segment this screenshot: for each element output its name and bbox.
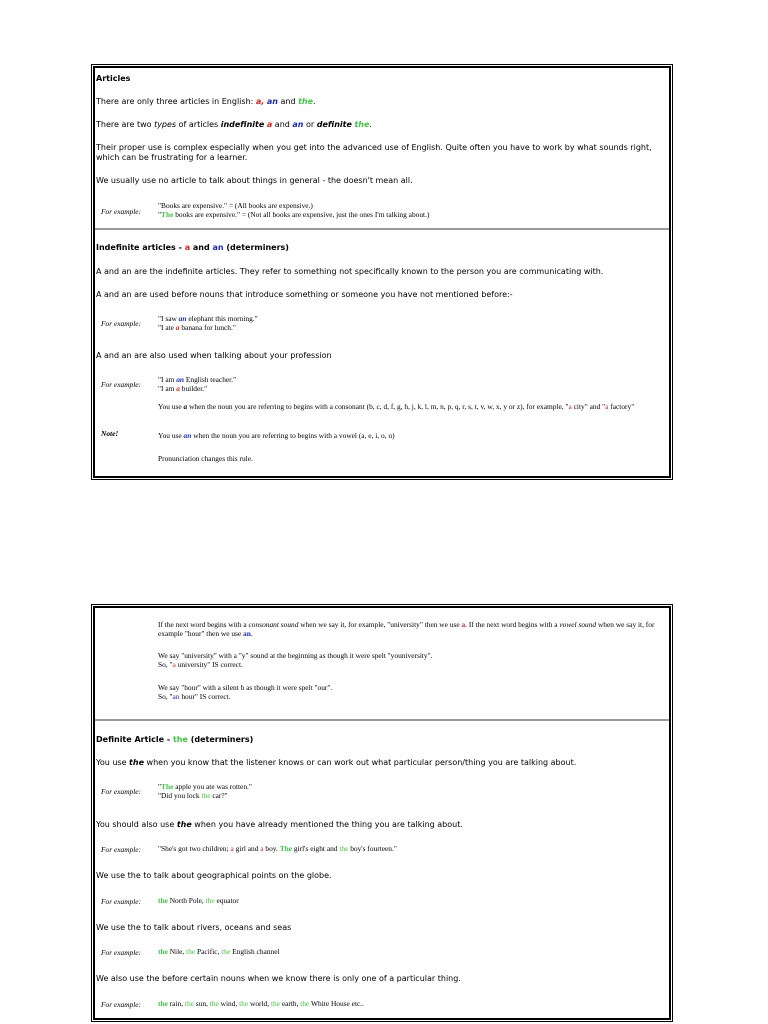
example-block [158,783,665,800]
example-block [158,315,665,332]
example-line: the rain, the sun, the wind, the world, the earth, the White House etc.. [158,999,364,1008]
example-label: For example: [101,897,142,906]
note-rule-consonant: You use a when the noun you are referring to begins with a consonant (b, c, d, f, g, h, j, k, l, m, n, p, q, r, s, t, v, w, x, y or z), for example, "a city" and "a factory" [158,402,635,411]
note-rule-vowel: You use an when the noun you are referring to begins with a vowel (a, e, i, o, u) [158,431,395,440]
example-line: "The books are expensive." = (Not all books are expensive, just the ones I'm talking about.) [158,209,430,219]
only-one-paragraph: We also use the before certain nouns when we know there is only one of a particular thing. [96,974,461,983]
example-line: "Did you lock the car?" [158,790,228,800]
example-line: "I am a builder." [158,383,208,393]
example-line: "I saw an elephant this morning." [158,314,258,323]
mentioned-paragraph: You should also use the when you have already mentioned the thing you are talking about. [96,820,463,829]
indefinite-heading: Indefinite articles - a and an (determiners) [96,243,289,252]
example-label: For example: [101,380,142,389]
example-block [158,376,665,393]
proper-use-paragraph: Their proper use is complex especially when you get into the advanced use of English. Quite often you have to work by what sounds right, which can be frustrating for a learner. [96,143,652,162]
pronunciation-section [95,608,669,719]
example-label: For example: [101,319,142,328]
example-label: For example: [101,845,142,854]
example-label: For example: [101,1000,142,1009]
example-label: For example: [101,207,142,216]
definite-article-panel [93,606,671,1020]
example-label: For example: [101,787,142,796]
definite-article-section [95,719,669,1020]
note-label: Note! [101,429,119,438]
types-paragraph: There are two types of articles indefinite a and an or definite the. [96,120,372,129]
rivers-paragraph: We use the to talk about rivers, oceans and seas [96,923,292,932]
example-label: For example: [101,948,142,957]
indefinite-paragraph-2: A and an are used before nouns that introduce something or someone you have not mentioned before:- [96,290,513,299]
note-pronunciation: Pronunciation changes this rule. [158,454,253,463]
articles-panel [93,66,671,478]
definite-paragraph-1: You use the when you know that the listener knows or can work out what particular person/thing you are talking about. [96,758,577,767]
example-line: the North Pole, the equator [158,896,239,905]
university-example: We say "university" with a "y" sound at the beginning as though it were spelt "youniversity". So, "a university" IS correct. [158,651,433,669]
example-line: "The apple you ate was rotten." [158,782,252,791]
example-line: "I am an English teacher." [158,375,237,384]
definite-heading: Definite Article - the (determiners) [96,735,254,744]
example-line: the Nile, the Pacific, the English channel [158,947,280,956]
articles-intro-section [95,68,669,228]
geo-paragraph: We use the to talk about geographical points on the globe. [96,871,332,880]
indefinite-articles-section [95,228,669,476]
example-line: "She's got two children; a girl and a boy. The girl's eight and the boy's fourteen." [158,844,397,853]
indefinite-paragraph-1: A and an are the indefinite articles. They refer to something not specifically known to the person you are communicating with. [96,267,604,276]
sound-rule-paragraph: If the next word begins with a consonant sound when we say it, for example, "university" then we use a. If the next word begins with a vowel sound when we say it, for example "hour" then we use an. [158,620,655,638]
intro-paragraph: There are only three articles in English: a, an and the. [96,97,316,106]
example-block [158,202,665,219]
hour-example: We say "hour" with a silent h as though it were spelt "our". So, "an hour" IS correct. [158,683,333,701]
example-line: "I ate a banana for lunch." [158,322,236,332]
profession-paragraph: A and an are also used when talking about your profession [96,351,332,360]
no-article-paragraph: We usually use no article to talk about things in general - the doesn't mean all. [96,176,413,185]
articles-heading: Articles [96,74,131,83]
example-line: "Books are expensive." = (All books are expensive.) [158,201,313,210]
